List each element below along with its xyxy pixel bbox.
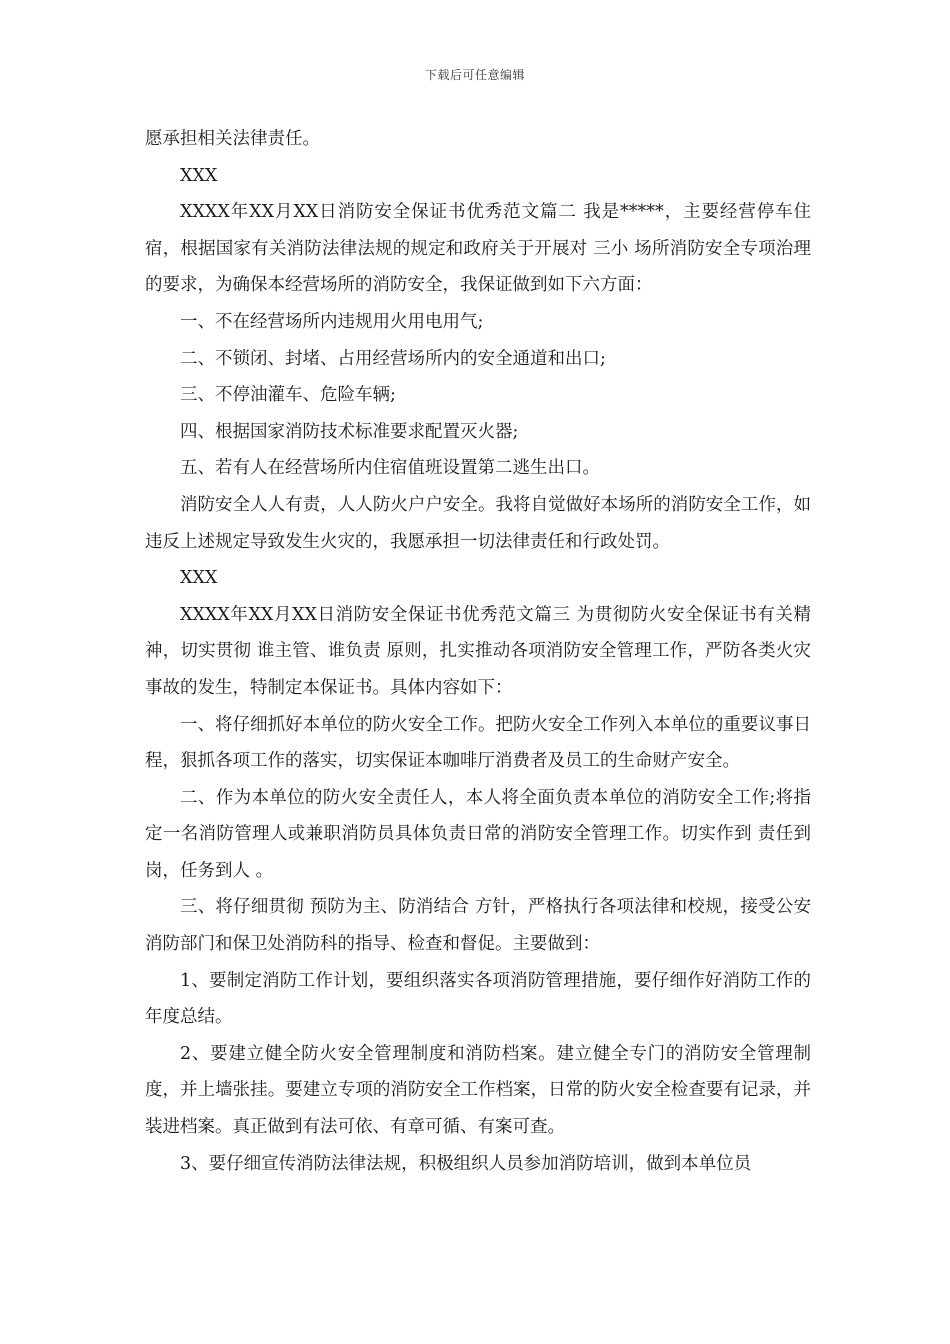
paragraph: 三、将仔细贯彻 预防为主、防消结合 方针，严格执行各项法律和校规，接受公安消防部门和保卫处消防科的指导、检查和督促。主要做到：: [145, 897, 811, 955]
paragraph: XXX: [180, 568, 218, 589]
paragraph: 一、不在经营场所内违规用火用电用气;: [180, 311, 484, 332]
paragraph: 三、不停油灌车、危险车辆;: [180, 385, 396, 406]
document-body: [145, 121, 811, 1182]
paragraph: 1、要制定消防工作计划，要组织落实各项消防管理措施，要仔细作好消防工作的年度总结。: [145, 970, 811, 1028]
paragraph: 愿承担相关法律责任。: [145, 129, 320, 149]
paragraph: XXXX年XX月XX日消防安全保证书优秀范文篇二 我是*****，主要经营停车住宿，根据国家有关消防法律法规的规定和政府关于开展对 三小 场所消防安全专项治理的要求，为确保本经营场所的消防安全，我保证做到如下六方面：: [145, 202, 811, 296]
page-header-note: 下载后可任意编辑: [424, 68, 525, 82]
paragraph: XXX: [180, 165, 218, 186]
paragraph: 二、不锁闭、封堵、占用经营场所内的安全通道和出口;: [180, 348, 606, 369]
paragraph: 二、作为本单位的防火安全责任人，本人将全面负责本单位的消防安全工作;将指定一名消防管理人或兼职消防员具体负责日常的消防安全管理工作。切实作到 责任到岗，任务到人 。: [145, 787, 811, 881]
paragraph: 消防安全人人有责，人人防火户户安全。我将自觉做好本场所的消防安全工作，如违反上述规定导致发生火灾的，我愿承担一切法律责任和行政处罚。: [145, 494, 811, 552]
paragraph: 五、若有人在经营场所内住宿值班设置第二逃生出口。: [180, 458, 600, 479]
paragraph: 2、要建立健全防火安全管理制度和消防档案。建立健全专门的消防安全管理制度，并上墙张挂。要建立专项的消防安全工作档案，日常的防火安全检查要有记录，并装进档案。真正做到有法可依、有章可循、有案可查。: [145, 1043, 811, 1138]
paragraph: XXXX年XX月XX日消防安全保证书优秀范文篇三 为贯彻防火安全保证书有关精神，切实贯彻 谁主管、谁负责 原则，扎实推动各项消防安全管理工作，严防各类火灾事故的发生，特制定本保证书。具体内容如下：: [145, 604, 811, 698]
paragraph: 四、根据国家消防技术标准要求配置灭火器;: [180, 421, 519, 442]
paragraph: 一、将仔细抓好本单位的防火安全工作。把防火安全工作列入本单位的重要议事日程，狠抓各项工作的落实，切实保证本咖啡厅消费者及员工的生命财产安全。: [145, 714, 811, 772]
paragraph: 3、要仔细宣传消防法律法规，积极组织人员参加消防培训，做到本单位员: [180, 1153, 752, 1174]
